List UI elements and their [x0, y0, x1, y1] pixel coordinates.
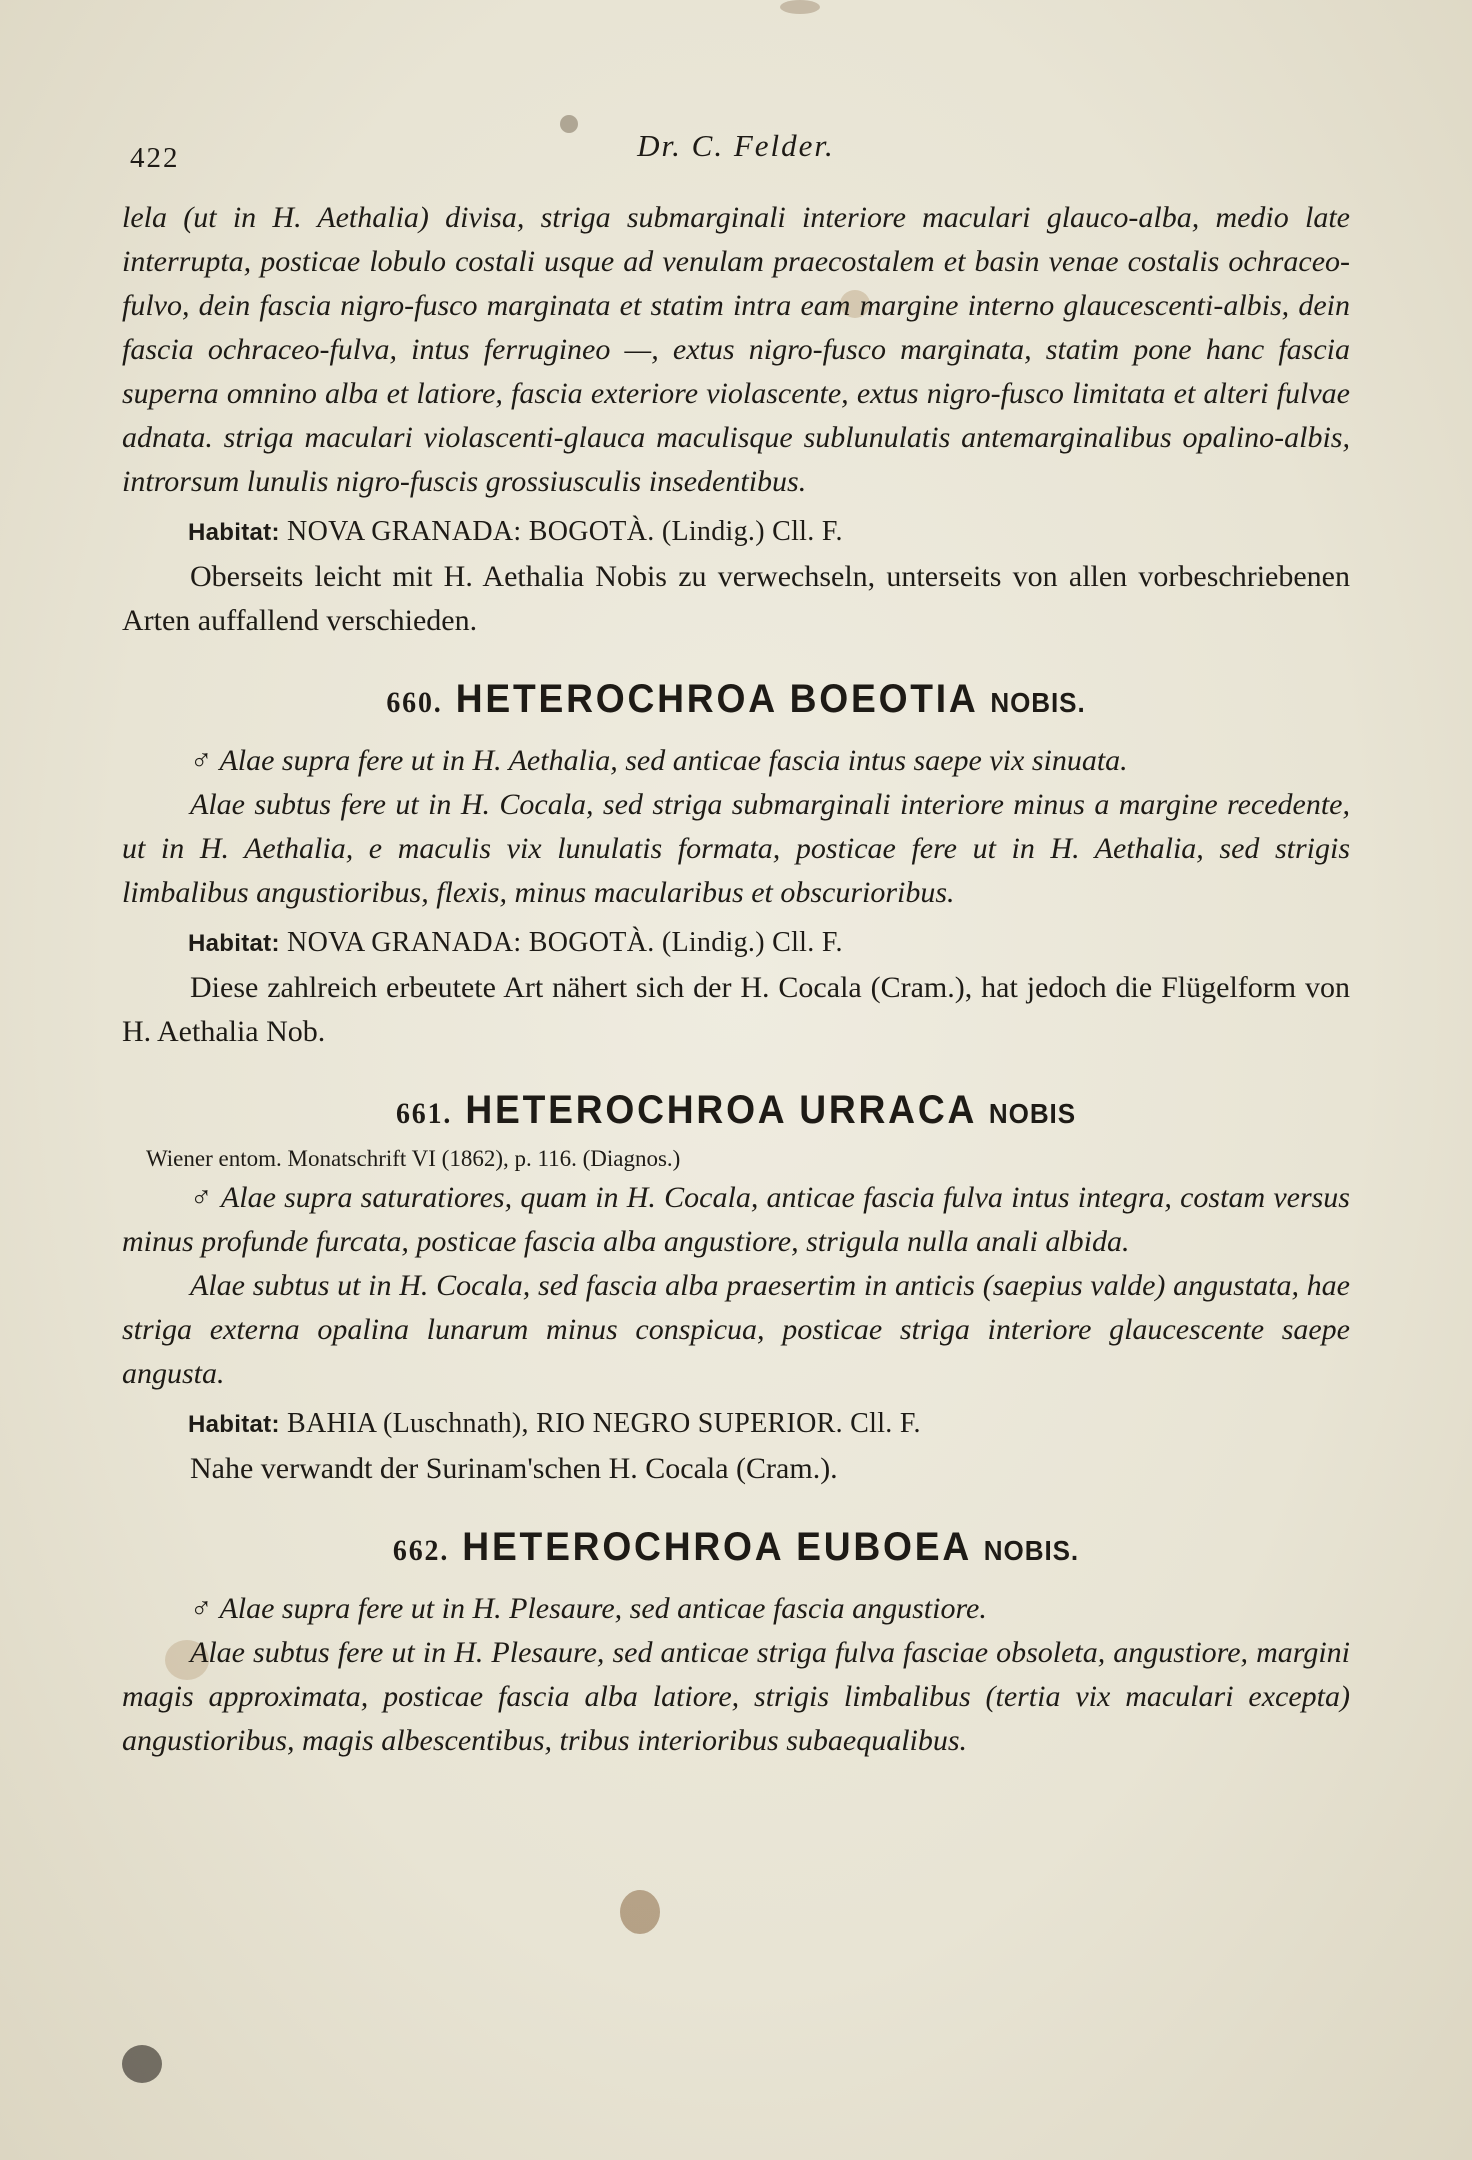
species-note: Diese zahlreich erbeutete Art nähert sich der H. Cocala (Cram.), hat jedoch die Flügelform von H. Aethalia Nob.	[122, 971, 1350, 1048]
species-number: 660.	[386, 686, 443, 719]
habitat-label: Habitat:	[188, 519, 280, 546]
species-author: NOBIS.	[983, 1535, 1080, 1566]
species-number: 661.	[395, 1097, 453, 1130]
species-note: Nahe verwandt der Surinam'schen H. Cocala (Cram.).	[190, 1452, 838, 1485]
habitat-text: BAHIA (Luschnath), RIO NEGRO SUPERIOR. Cll. F.	[287, 1408, 921, 1439]
species-description: ♂ Alae supra fere ut in H. Aethalia, sed anticae fascia intus saepe vix sinuata.	[190, 744, 1128, 777]
habitat-label: Habitat:	[188, 930, 280, 957]
ink-stain	[780, 0, 820, 14]
species-heading	[165, 1084, 1307, 1140]
species-entry	[122, 1084, 1350, 1491]
species-description: Alae subtus fere ut in H. Cocala, sed striga submarginali interiore minus a margine recedente, ut in H. Aethalia, e maculis vix lunulatis formata, posticae fere ut in H. Aethalia, sed strigis limbalibus angustioribus, flexis, minus macularibus et obscurioribus.	[122, 788, 1350, 909]
species-author: NOBIS.	[990, 687, 1086, 718]
species-entry	[122, 1521, 1350, 1763]
species-number: 662.	[392, 1534, 450, 1567]
species-author: NOBIS	[988, 1098, 1077, 1129]
page-body	[122, 196, 1350, 1763]
species-habitat	[122, 921, 1350, 966]
habitat-text: NOVA GRANADA: BOGOTÀ. (Lindig.) Cll. F.	[287, 516, 843, 547]
species-reference: Wiener entom. Monatschrift VI (1862), p. 116. (Diagnos.)	[146, 1146, 681, 1171]
species-heading	[165, 1521, 1307, 1577]
running-title: Dr. C. Felder.	[637, 128, 835, 163]
species-name: HETEROCHROA URRACA	[465, 1088, 976, 1132]
species-description: Alae subtus fere ut in H. Plesaure, sed anticae striga fulva fasciae obsoleta, angustiore, margini magis approximata, posticae fascia alba latiore, strigis limbalibus (tertia vix maculari excepta) angustioribus, magis albescentibus, tribus interioribus subaequalibus.	[122, 1636, 1350, 1757]
page-number: 422	[130, 142, 180, 174]
ink-stain	[122, 2045, 162, 2083]
species-name: HETEROCHROA EUBOEA	[462, 1525, 971, 1569]
habitat-label: Habitat:	[188, 1411, 280, 1438]
species-description: ♂ Alae supra saturatiores, quam in H. Cocala, anticae fascia fulva intus integra, costam versus minus profunde furcata, posticae fascia alba angustiore, strigula nulla anali albida.	[122, 1181, 1350, 1258]
habitat-text: NOVA GRANADA: BOGOTÀ. (Lindig.) Cll. F.	[287, 927, 843, 958]
species-habitat	[122, 1402, 1350, 1447]
intro-latin-description: lela (ut in H. Aethalia) divisa, striga submarginali interiore maculari glauco-alba, medio late interrupta, posticae lobulo costali usque ad venulam praecostalem et basin venae costalis ochraceo-fulvo, dein fascia nigro-fusco marginata et statim intra eam margine interno glaucescenti-albis, dein fascia ochraceo-fulva, intus ferrugineo —, extus nigro-fusco marginata, statim pone hanc fascia superna omnino alba et latiore, fascia exteriore violascente, extus nigro-fusco limitata et alteri fulvae adnata. striga maculari violascenti-glauca maculisque sublunulatis antemarginalibus opalino-albis, introrsum lunulis nigro-fuscis grossiusculis insedentibus.	[122, 201, 1350, 498]
species-entry	[122, 673, 1350, 1054]
species-name: HETEROCHROA BOEOTIA	[455, 677, 978, 721]
intro-habitat	[122, 510, 1350, 555]
intro-note: Oberseits leicht mit H. Aethalia Nobis zu verwechseln, unterseits von allen vorbeschriebenen Arten auffallend verschieden.	[122, 560, 1350, 637]
species-description: ♂ Alae supra fere ut in H. Plesaure, sed anticae fascia angustiore.	[190, 1592, 987, 1625]
species-description: Alae subtus ut in H. Cocala, sed fascia alba praesertim in anticis (saepius valde) angustata, hae striga externa opalina lunarum minus conspicua, posticae striga interiore glaucescente saepe angusta.	[122, 1269, 1350, 1390]
ink-stain	[620, 1890, 660, 1934]
page-header	[130, 128, 1342, 174]
species-heading	[165, 673, 1307, 729]
